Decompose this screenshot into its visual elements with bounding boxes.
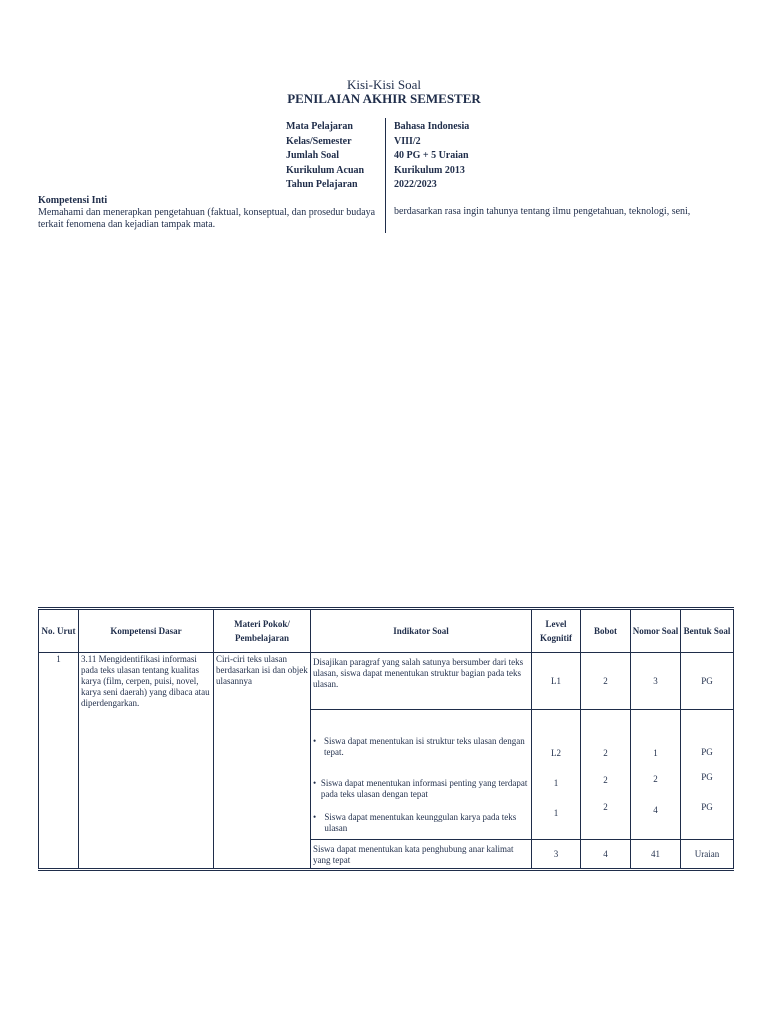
header-bentuk: Bentuk Soal — [681, 609, 734, 653]
cell-bobot-c: 4 — [581, 840, 631, 870]
list-item: • Siswa dapat menentukan keunggulan karya pada teks ulasan — [313, 812, 517, 833]
cell-materi: Ciri-ciri teks ulasan berdasarkan isi dan objek ulasannya — [214, 653, 311, 870]
meta-label-tahun: Tahun Pelajaran — [286, 179, 358, 190]
meta-value-mapel: Bahasa Indonesia — [394, 121, 470, 132]
list-item: • Siswa dapat menentukan isi struktur teks ulasan dengan tepat. — [313, 736, 525, 757]
cell-indikator-bullets — [311, 710, 532, 840]
meta-value-tahun: 2022/2023 — [394, 179, 437, 190]
meta-label-jumlah: Jumlah Soal — [286, 150, 340, 161]
meta-label-kelas: Kelas/Semester — [286, 135, 352, 147]
meta-label-kurikulum: Kurikulum Acuan — [286, 164, 365, 176]
table-header-row — [39, 609, 734, 653]
meta-labels — [286, 120, 364, 193]
kisi-table — [38, 607, 734, 871]
cell-level-b: L2 1 1 — [532, 710, 581, 840]
cell-level-a: L1 — [532, 653, 581, 710]
cell-bobot-a: 2 — [581, 653, 631, 710]
cell-bentuk-b: PG PG PG — [681, 710, 734, 840]
meta-value-kurikulum: Kurikulum 2013 — [394, 164, 465, 176]
meta-label-mapel: Mata Pelajaran — [286, 121, 353, 132]
cell-nomor-a: 3 — [631, 653, 681, 710]
cell-bentuk-c: Uraian — [681, 840, 734, 870]
cell-bobot-b: 2 2 2 — [581, 710, 631, 840]
cell-nomor-b: 1 2 4 — [631, 710, 681, 840]
header-materi: Materi Pokok/ Pembelajaran — [214, 609, 311, 653]
kompetensi-inti-heading: Kompetensi Inti — [38, 195, 108, 206]
cell-indikator-a: Disajikan paragraf yang salah satunya bersumber dari teks ulasan, siswa dapat menentukan struktur bagian pada teks ulasan. — [311, 653, 532, 710]
header-level: Level Kognitif — [532, 609, 581, 653]
cell-kompetensi-dasar: 3.11 Mengidentifikasi informasi pada teks ulasan tentang kualitas karya (film, cerpen, puisi, novel, karya seni daerah) yang dibaca atau diperdengarkan. — [79, 653, 214, 870]
meta-divider — [385, 118, 386, 233]
document-title: Kisi-Kisi Soal — [346, 77, 422, 92]
header-bobot: Bobot — [581, 609, 631, 653]
header-nomor: Nomor Soal — [631, 609, 681, 653]
cell-level-c: 3 — [532, 840, 581, 870]
list-item: • Siswa dapat menentukan informasi penting yang terdapat pada teks ulasan dengan tepat — [313, 778, 528, 799]
header-no-urut: No. Urut — [39, 609, 79, 653]
meta-value-kelas: VIII/2 — [394, 135, 421, 147]
kompetensi-inti-text: Memahami dan menerapkan pengetahuan (faktual, konseptual, dan prosedur budaya terkait fenomena dan kejadian tampak mata. — [38, 207, 376, 230]
cell-bentuk-a: PG — [681, 653, 734, 710]
table-row — [39, 653, 734, 710]
document-subtitle: PENILAIAN AKHIR SEMESTER — [287, 91, 481, 106]
kompetensi-inti-continuation: berdasarkan rasa ingin tahunya tentang ilmu pengetahuan, teknologi, seni, — [394, 206, 691, 217]
cell-indikator-c: Siswa dapat menentukan kata penghubung anar kalimat yang tepat — [311, 840, 532, 870]
header-kompetensi-dasar: Kompetensi Dasar — [79, 609, 214, 653]
meta-value-jumlah: 40 PG + 5 Uraian — [394, 150, 469, 161]
meta-values — [394, 120, 469, 193]
cell-nomor-c: 41 — [631, 840, 681, 870]
cell-no: 1 — [39, 653, 79, 870]
header-indikator: Indikator Soal — [311, 609, 532, 653]
